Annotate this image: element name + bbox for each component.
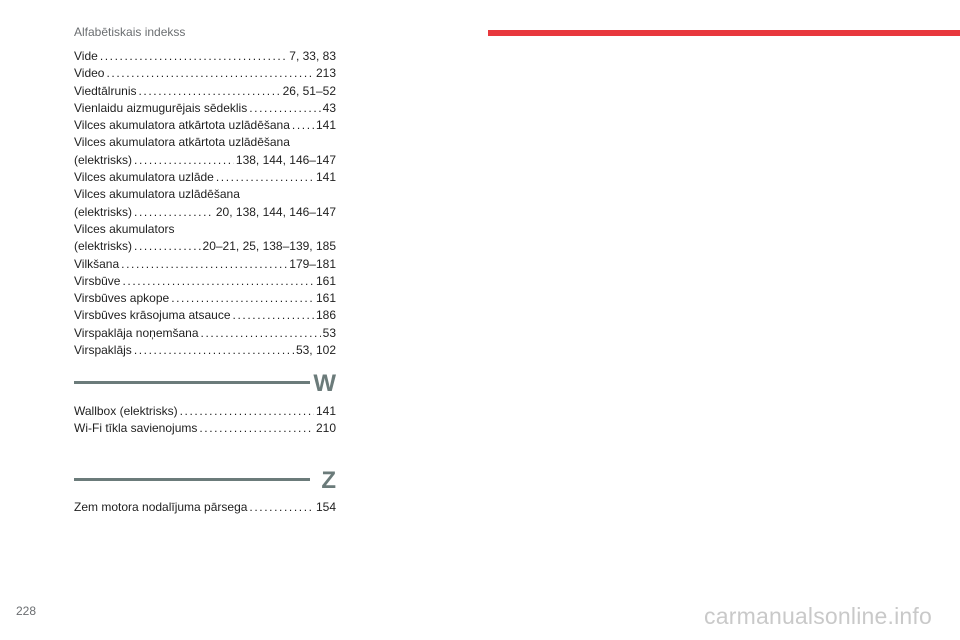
index-header-title: Alfabētiskais indekss <box>74 25 186 39</box>
section-letter: W <box>313 370 336 397</box>
index-entry <box>74 342 336 359</box>
index-entry <box>74 307 336 324</box>
leader-dots <box>171 290 314 307</box>
entry-term: Virspaklājs <box>74 343 132 358</box>
entry-pages: 26, 51–52 <box>282 83 336 98</box>
leader-dots <box>233 307 314 324</box>
entry-term: Zem motora nodalījuma pārsega <box>74 500 248 514</box>
index-section-z <box>74 499 336 516</box>
entry-term: Vide <box>74 49 98 63</box>
section-rule <box>74 478 310 481</box>
entry-pages: 20–21, 25, 138–139, 185 <box>202 239 336 254</box>
entry-pages: 161 <box>315 273 336 288</box>
index-entry <box>74 65 336 82</box>
entry-term: Virsbūve <box>74 273 121 288</box>
entry-term: Vilkšana <box>74 256 120 271</box>
entry-term: Virsbūves krāsojuma atsauce <box>74 308 231 323</box>
entry-pages: 179–181 <box>289 256 336 271</box>
index-entry <box>74 134 336 169</box>
leader-dots <box>201 325 321 342</box>
entry-term: (elektrisks) <box>74 152 133 167</box>
entry-pages: 53 <box>322 325 336 340</box>
entry-pages: 7, 33, 83 <box>289 49 336 63</box>
entry-pages: 154 <box>315 500 336 514</box>
section-heading-w <box>74 372 336 398</box>
leader-dots <box>249 100 320 117</box>
entry-pages: 213 <box>315 66 336 81</box>
index-entry <box>74 499 336 516</box>
entry-term: Viedtālrunis <box>74 83 137 98</box>
index-entry <box>74 117 336 134</box>
leader-dots <box>138 83 280 100</box>
entry-pages: 161 <box>315 291 336 306</box>
header-accent-bar <box>488 30 960 36</box>
leader-dots <box>134 204 214 221</box>
entry-pages: 210 <box>315 421 336 436</box>
entry-pages: 43 <box>322 100 336 115</box>
leader-dots <box>180 403 314 420</box>
page-number: 228 <box>16 604 37 618</box>
leader-dots <box>106 65 313 82</box>
leader-dots <box>134 238 201 255</box>
entry-term: (elektrisks) <box>74 204 133 219</box>
section-letter: Z <box>321 467 336 494</box>
entry-term-first-line: Vilces akumulatora atkārtota uzlādēšana <box>74 135 290 150</box>
entry-pages: 141 <box>315 170 336 185</box>
index-entry <box>74 100 336 117</box>
entry-pages: 53, 102 <box>295 343 336 358</box>
index-section-w <box>74 403 336 438</box>
entry-term: (elektrisks) <box>74 239 133 254</box>
leader-dots <box>100 48 287 65</box>
index-entry <box>74 186 336 221</box>
leader-dots <box>199 420 314 437</box>
section-heading-z <box>74 469 336 495</box>
entry-pages: 141 <box>315 404 336 418</box>
entry-term: Video <box>74 66 105 81</box>
entry-term: Virspaklāja noņemšana <box>74 325 199 340</box>
entry-pages: 20, 138, 144, 146–147 <box>215 204 336 219</box>
entry-term: Vienlaidu aizmugurējais sēdeklis <box>74 100 248 115</box>
index-entry <box>74 273 336 290</box>
index-entry <box>74 420 336 437</box>
leader-dots <box>122 273 313 290</box>
index-section-v <box>74 48 336 359</box>
watermark-text: carmanualsonline.info <box>704 603 932 629</box>
index-entry <box>74 83 336 100</box>
entry-pages: 186 <box>315 308 336 323</box>
index-entry <box>74 325 336 342</box>
index-entry <box>74 290 336 307</box>
entry-term: Vilces akumulatora uzlāde <box>74 170 214 185</box>
index-entry <box>74 221 336 256</box>
entry-pages: 141 <box>315 118 336 133</box>
entry-term-first-line: Vilces akumulators <box>74 221 175 236</box>
leader-dots <box>134 342 294 359</box>
entry-term-first-line: Vilces akumulatora uzlādēšana <box>74 187 240 202</box>
entry-pages: 138, 144, 146–147 <box>235 152 336 167</box>
index-entry <box>74 403 336 420</box>
leader-dots <box>121 256 287 273</box>
entry-term: Virsbūves apkope <box>74 291 170 306</box>
index-entry <box>74 48 336 65</box>
leader-dots <box>249 499 314 516</box>
leader-dots <box>216 169 314 186</box>
leader-dots <box>292 117 314 134</box>
entry-term: Wallbox (elektrisks) <box>74 404 178 418</box>
section-rule <box>74 381 310 384</box>
leader-dots <box>134 152 234 169</box>
index-entry <box>74 256 336 273</box>
index-entry <box>74 169 336 186</box>
entry-term: Wi-Fi tīkla savienojums <box>74 421 198 436</box>
entry-term: Vilces akumulatora atkārtota uzlādēšana <box>74 118 290 133</box>
